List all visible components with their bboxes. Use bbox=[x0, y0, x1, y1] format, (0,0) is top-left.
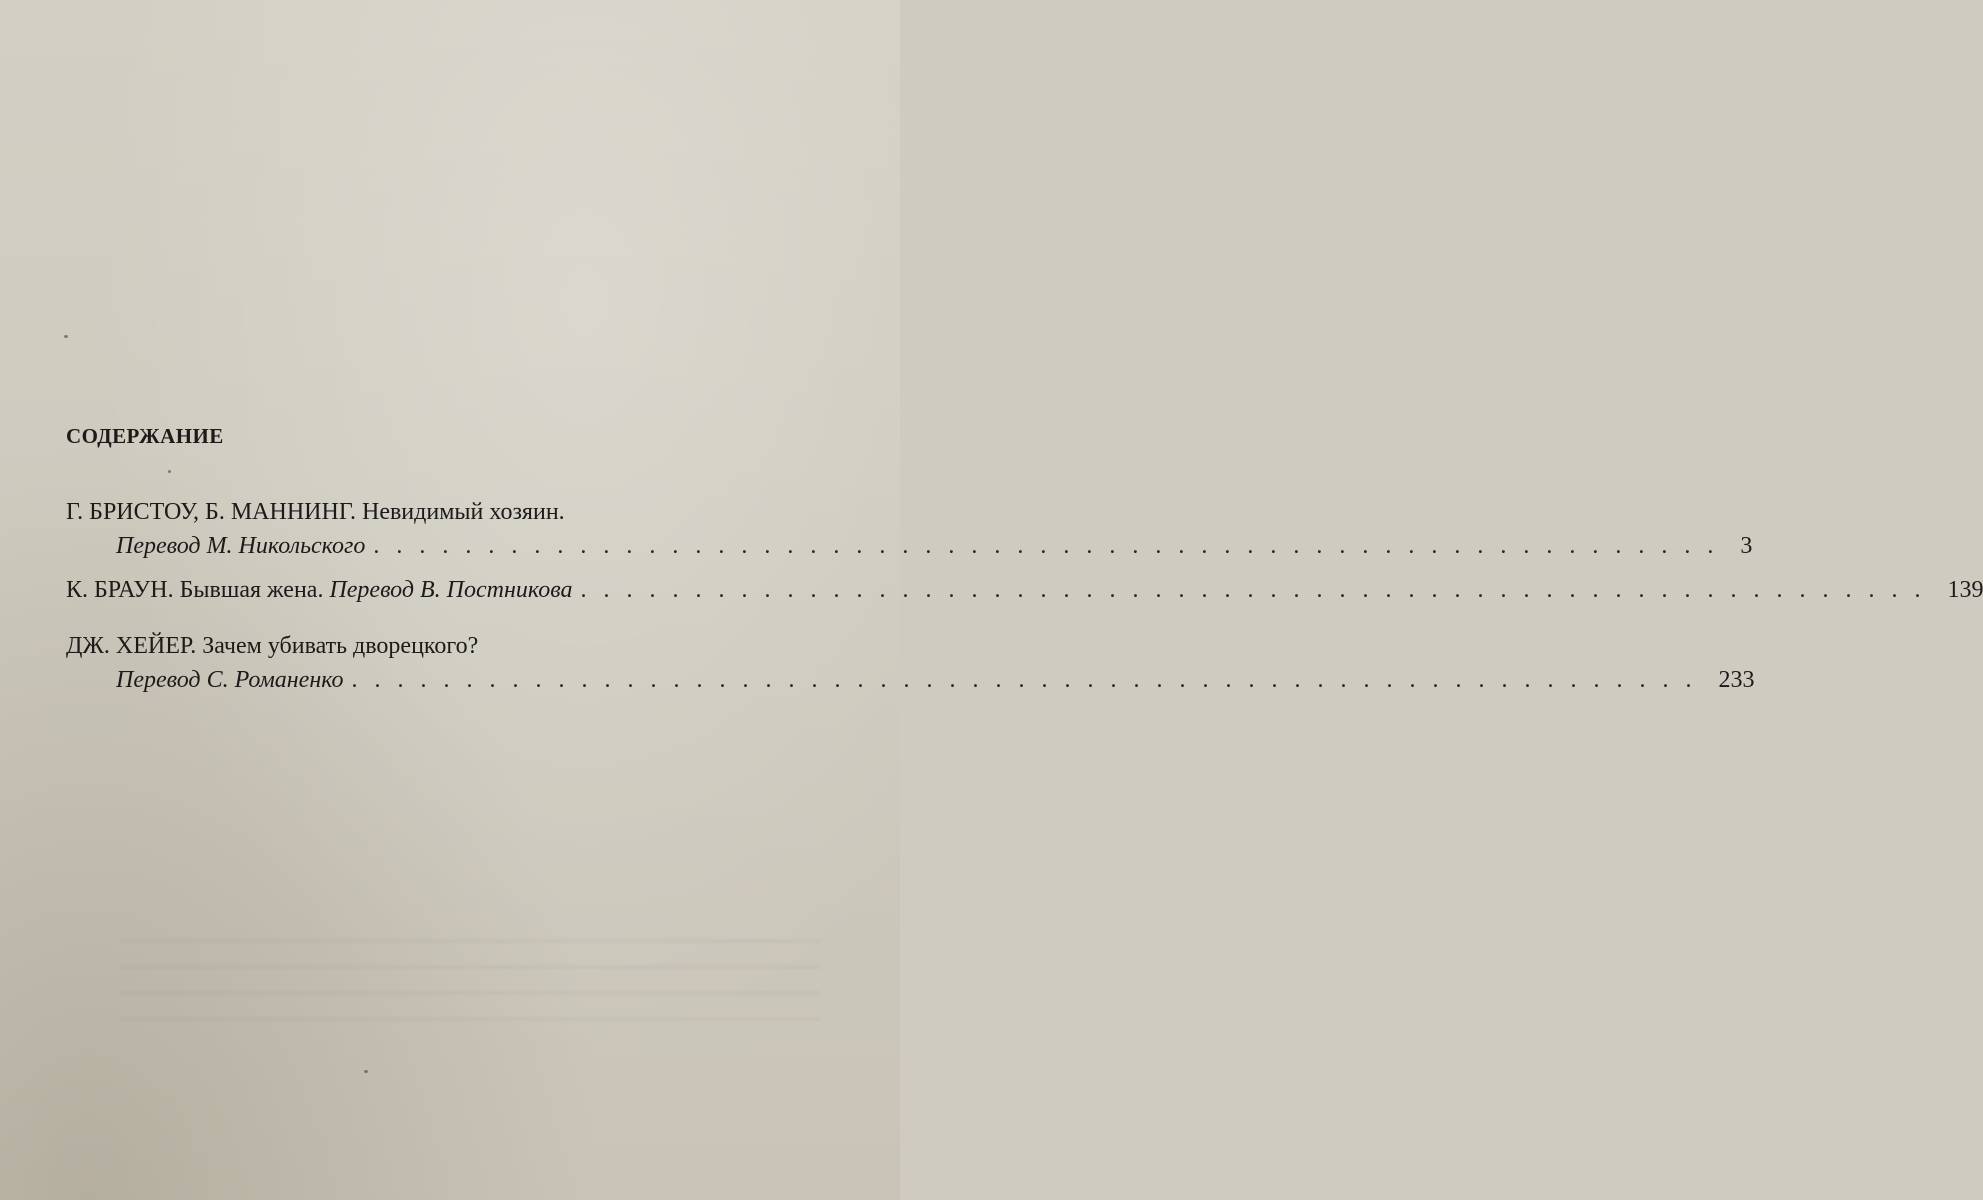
paper-speck bbox=[364, 1070, 368, 1073]
show-through-text bbox=[120, 940, 820, 1030]
toc-heading: СОДЕРЖАНИЕ bbox=[66, 424, 224, 448]
toc-entry-page-number: 3 bbox=[1740, 533, 1753, 559]
toc-entry-page-number: 139 bbox=[1947, 577, 1983, 603]
dot-leader: ........................................................... bbox=[351, 667, 1709, 693]
toc-entry-translator: Перевод С. Романенко bbox=[116, 667, 344, 693]
toc-entry-author-title: Г. БРИСТОУ, Б. МАННИНГ. Невидимый хозяин. bbox=[66, 499, 565, 525]
toc-entry-title-line bbox=[66, 629, 862, 663]
dot-leader: ........................................................... bbox=[580, 577, 1938, 603]
toc-entry bbox=[66, 573, 1983, 607]
paper-speck bbox=[64, 335, 68, 338]
paper-speck bbox=[168, 470, 171, 473]
toc-entry-author-title: К. БРАУН. Бывшая жена. bbox=[66, 577, 324, 603]
toc-entry-translator: Перевод В. Постникова bbox=[329, 577, 573, 603]
toc-entry-author-title: ДЖ. ХЕЙЕР. Зачем убивать дворецкого? bbox=[66, 633, 479, 659]
dot-leader: ........................................................... bbox=[373, 533, 1731, 559]
toc-entry-title-line bbox=[66, 495, 862, 529]
toc-entry-translator: Перевод М. Никольского bbox=[116, 533, 366, 559]
toc-entry-translator-line bbox=[66, 663, 1755, 697]
toc-entry bbox=[66, 629, 1755, 697]
toc-entry bbox=[66, 495, 1753, 563]
toc-entry-page-number: 233 bbox=[1718, 667, 1755, 693]
toc-entry-translator-line bbox=[66, 529, 1753, 563]
toc-entry-title-line bbox=[66, 573, 1983, 607]
